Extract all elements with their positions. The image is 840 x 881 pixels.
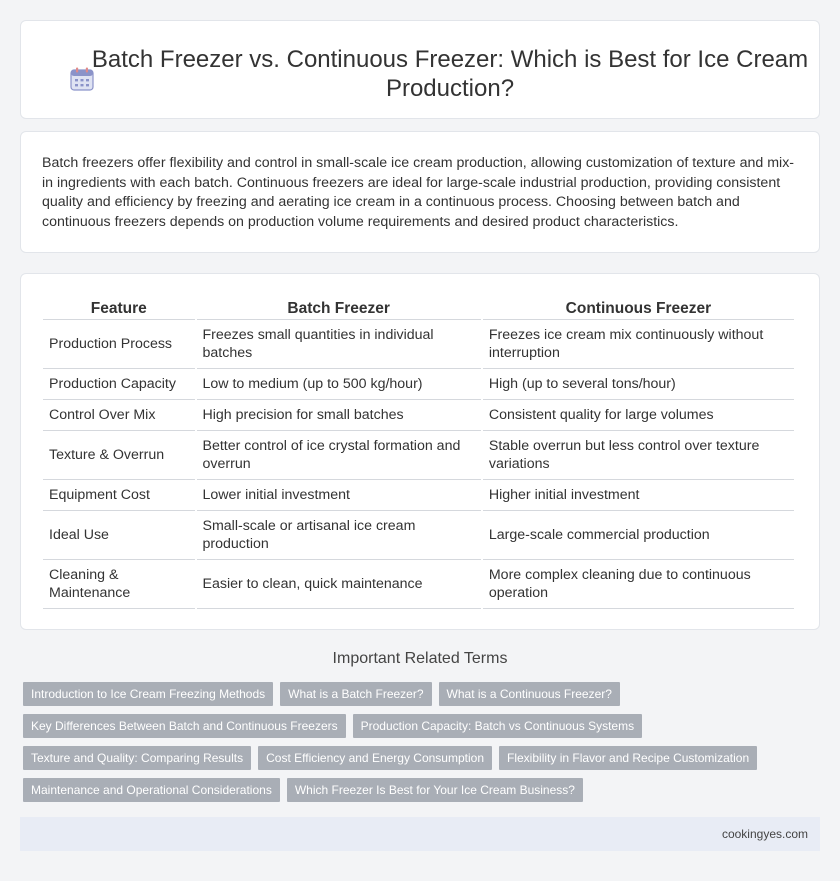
feature-cell: Control Over Mix [43, 400, 195, 431]
related-term-tag[interactable]: Flexibility in Flavor and Recipe Customization [499, 746, 757, 770]
related-terms-list [23, 682, 803, 810]
intro-paragraph: Batch freezers offer flexibility and control in small-scale ice cream production, allowing customization of texture and mix-in ingredients with each batch. Continuous freezers are ideal for large-scale industrial production, providing consistent quality and efficiency by freezing and aerating ice cream in a continuous process. Choosing between batch and continuous freezers depends on production volume requirements and desired product characteristics. [42, 155, 795, 230]
batch-cell: Freezes small quantities in individual batches [197, 320, 481, 369]
table-row [43, 400, 794, 431]
table-row [43, 320, 794, 369]
continuous-cell: Stable overrun but less control over texture variations [483, 431, 794, 480]
batch-cell: Better control of ice crystal formation and overrun [197, 431, 481, 480]
table-row [43, 560, 794, 609]
related-term-tag[interactable]: Introduction to Ice Cream Freezing Methods [23, 682, 273, 706]
header-batch-freezer: Batch Freezer [197, 296, 481, 320]
continuous-cell: High (up to several tons/hour) [483, 369, 794, 400]
tag-row [23, 714, 803, 738]
page-title: Batch Freezer vs. Continuous Freezer: Which is Best for Ice Cream Production? [91, 46, 809, 102]
batch-cell: Small-scale or artisanal ice cream production [197, 511, 481, 560]
continuous-cell: More complex cleaning due to continuous operation [483, 560, 794, 609]
related-term-tag[interactable]: Texture and Quality: Comparing Results [23, 746, 251, 770]
intro-card [20, 131, 820, 253]
related-terms-title: Important Related Terms [332, 650, 508, 667]
feature-cell: Production Capacity [43, 369, 195, 400]
continuous-cell: Consistent quality for large volumes [483, 400, 794, 431]
feature-cell: Texture & Overrun [43, 431, 195, 480]
batch-cell: High precision for small batches [197, 400, 481, 431]
table-row [43, 431, 794, 480]
title-card [20, 20, 820, 119]
footer-site-link[interactable]: cookingyes.com [721, 827, 808, 841]
continuous-cell: Large-scale commercial production [483, 511, 794, 560]
footer [20, 817, 820, 851]
table-row [43, 511, 794, 560]
feature-cell: Cleaning & Maintenance [43, 560, 195, 609]
comparison-table [41, 296, 796, 609]
continuous-cell: Higher initial investment [483, 480, 794, 511]
header-continuous-freezer: Continuous Freezer [483, 296, 794, 320]
related-term-tag[interactable]: What is a Batch Freezer? [280, 682, 431, 706]
related-term-tag[interactable]: Maintenance and Operational Considerations [23, 778, 280, 802]
related-term-tag[interactable]: Key Differences Between Batch and Continuous Freezers [23, 714, 346, 738]
tag-row [23, 778, 803, 802]
table-header-row [43, 296, 794, 320]
related-term-tag[interactable]: Which Freezer Is Best for Your Ice Cream Business? [287, 778, 583, 802]
batch-cell: Lower initial investment [197, 480, 481, 511]
header-feature: Feature [43, 296, 195, 320]
batch-cell: Low to medium (up to 500 kg/hour) [197, 369, 481, 400]
feature-cell: Ideal Use [43, 511, 195, 560]
related-term-tag[interactable]: Production Capacity: Batch vs Continuous Systems [353, 714, 642, 738]
table-row [43, 369, 794, 400]
continuous-cell: Freezes ice cream mix continuously without interruption [483, 320, 794, 369]
comparison-card [20, 273, 820, 630]
related-term-tag[interactable]: Cost Efficiency and Energy Consumption [258, 746, 492, 770]
table-row [43, 480, 794, 511]
related-term-tag[interactable]: What is a Continuous Freezer? [439, 682, 620, 706]
batch-cell: Easier to clean, quick maintenance [197, 560, 481, 609]
feature-cell: Equipment Cost [43, 480, 195, 511]
tag-row [23, 682, 803, 706]
tag-row [23, 746, 803, 770]
feature-cell: Production Process [43, 320, 195, 369]
